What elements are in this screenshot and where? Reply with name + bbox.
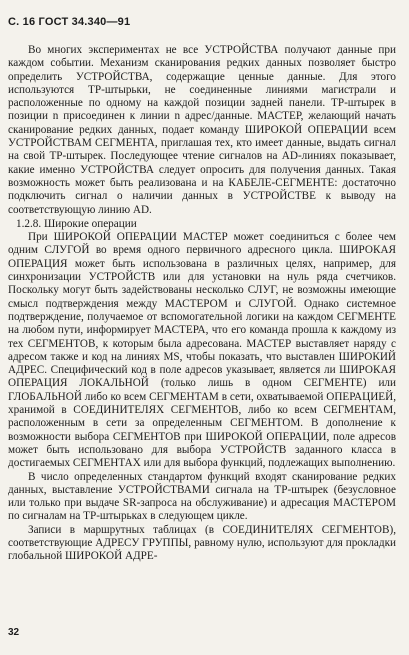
paragraph-broadcast-operation: При ШИРОКОЙ ОПЕРАЦИИ МАСТЕР может соединиться с более чем одним СЛУГОЙ во время одного первичного адресного цикла. ШИРОКАЯ ОПЕРАЦИЯ может быть использована в различных целях, например, для синхронизации УСТРОЙСТВ или для установки на нуль ряда счетчиков. Поскольку могут быть задействованы несколько СЛУГ, не возможны имеющие смысл подтверждения между МАСТЕРОМ и СЛУГОЙ. Однако системное подтверждение, получаемое от вспомогательной логики на каждом СЕГМЕНТЕ на любом пути, информирует МАСТЕРА, что его команда прошла к каждому из тех СЕГМЕНТОВ, к которым была адресована. МАСТЕР выставляет наряду с адресом также и код на линиях MS, чтобы показать, что выставлен ШИРОКИЙ АДРЕС. Специфический код в поле адресов указывает, является ли ШИРОКАЯ ОПЕРАЦИЯ ЛОКАЛЬНОЙ (только лишь в одном СЕГМЕНТЕ) или ГЛОБАЛЬНОЙ либо ко всем СЕГМЕНТАМ в сети, охватываемой ОПЕРАЦИЕЙ, хранимой в СОЕДИНИТЕЛЯХ СЕГМЕНТОВ, либо ко всем СЕГМЕНТАМ, расположенным в сети за определенным СЕГМЕНТОМ. В дополнение к возможности выбора СЕГМЕНТОВ при ШИРОКОЙ ОПЕРАЦИИ, поле адресов может быть использовано для выбора УСТРОЙСТВ заданного класса в достигаемых СЕГМЕНТАХ или для выбора функций, подлежащих выполнению.: [8, 231, 396, 470]
section-heading: 1.2.8. Широкие операции: [16, 217, 137, 230]
paragraph-sparse-data: Во многих экспериментах не все УСТРОЙСТВА получают данные при каждом событии. Механизм сканирования редких данных позволяет быстро определить УСТРОЙСТВА, содержащие ценные данные. Для этого используются ТР-штырьки, не соединенные линиями магистрали и расположенные по одному на каждой позиции задней панели. ТР-штырек в позиции n присоединен к линии n адрес/данные. МАСТЕР, желающий начать сканирование редких данных, подает команду ШИРОКОЙ ОПЕРАЦИИ всем УСТРОЙСТВАМ СЕГМЕНТА, приглашая тех, кто имеет данные, выдать сигнал на свой ТР-штырек. Последующее чтение сигналов на AD-линиях показывает, какие именно УСТРОЙСТВА следует опросить для получения данных. Такая возможность может быть реализована и на КАБЕЛЕ-СЕГМЕНТЕ: достаточно подключить сигнал о наличии данных в УСТРОЙСТВЕ к выводу на соответствующую линию AD.: [8, 44, 396, 216]
document-body: [8, 44, 396, 564]
page-header: С. 16 ГОСТ 34.340—91: [8, 16, 131, 28]
page-number: 32: [8, 627, 20, 638]
paragraph-standard-functions: В число определенных стандартом функций входят сканирование редких данных, выставление УСТРОЙСТВАМИ сигнала на ТР-штырек (безусловное или только при выдаче SR-запроса на обслуживание) и адресация МАСТЕРОМ по сигналам на ТР-штырьках в следующем цикле.: [8, 470, 396, 523]
paragraph-routing-tables: Записи в маршрутных таблицах (в СОЕДИНИТЕЛЯХ СЕГМЕНТОВ), соответствующие АДРЕСУ ГРУППЫ, равному нулю, используют для прокладки глобальной ШИРОКОЙ АДРЕ-: [8, 523, 396, 563]
